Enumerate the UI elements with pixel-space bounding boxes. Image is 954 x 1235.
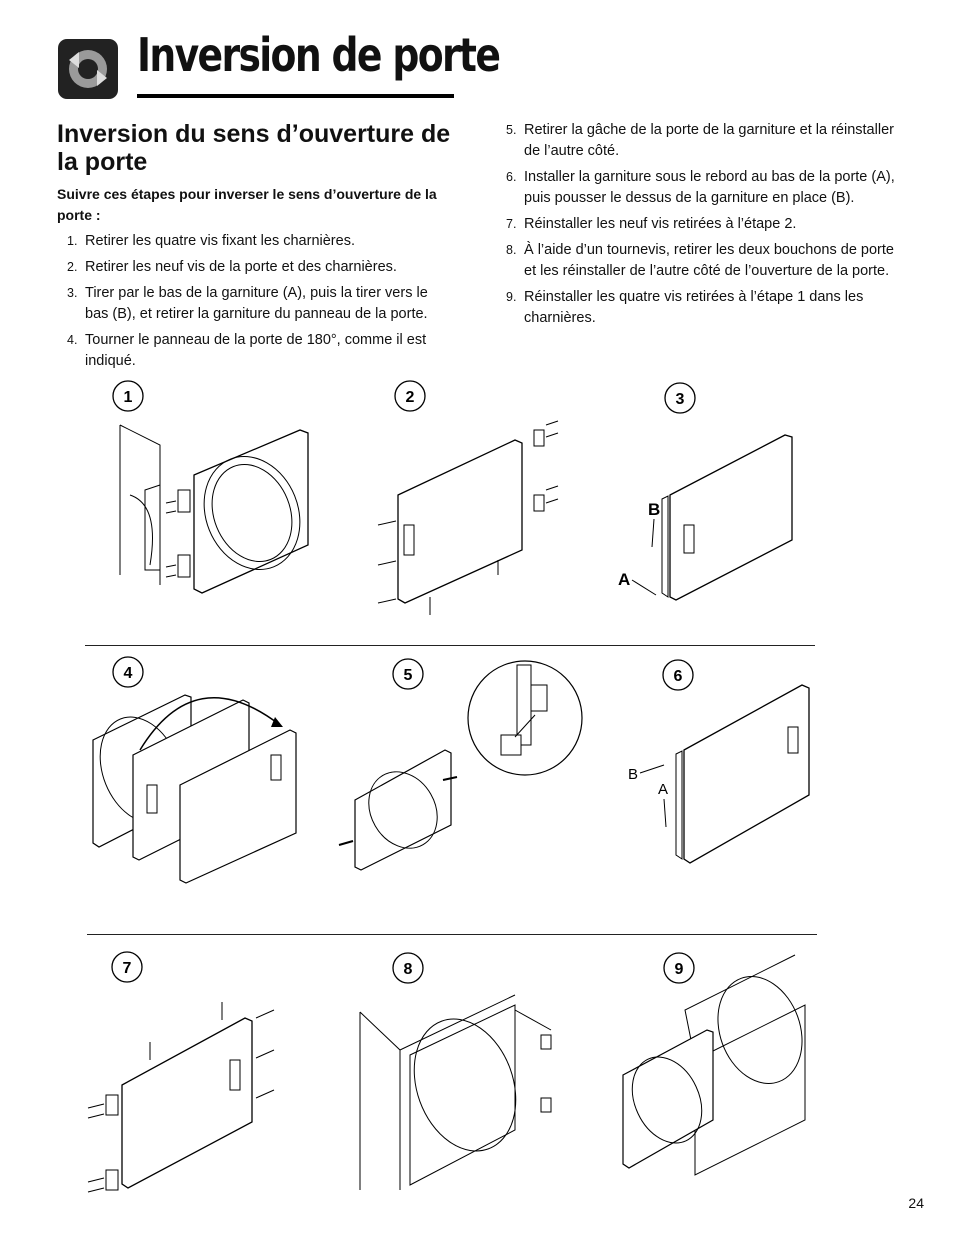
step-number: 4.	[67, 333, 78, 347]
step-number: 5.	[506, 123, 517, 137]
figure-number: 8	[403, 961, 413, 978]
steps-list-left	[57, 231, 447, 377]
figure-step-8	[355, 950, 565, 1195]
figure-number: 7	[122, 960, 132, 977]
figure-number: 4	[123, 665, 133, 682]
label-b: B	[648, 500, 661, 519]
figure-number: 1	[123, 389, 133, 406]
step-number: 9.	[506, 290, 517, 304]
step-number: 6.	[506, 170, 517, 184]
step-text: À l’aide d’un tournevis, retirer les deux bouchons de porte et les réinstaller de l’autre côté de l’ouverture de la porte.	[524, 242, 894, 279]
step-item	[57, 257, 447, 278]
reversible-door-arrows-icon	[57, 38, 119, 100]
section-subtitle: Inversion du sens d’ouverture de la porte	[57, 120, 451, 176]
figure-step-1	[90, 375, 330, 605]
step-item	[496, 167, 901, 209]
step-text: Réinstaller les neuf vis retirées à l’étape 2.	[524, 216, 797, 232]
figure-step-7	[80, 950, 290, 1200]
step-text: Installer la garniture sous le rebord au bas de la porte (A), puis pousser le dessus de la garniture en place (B).	[524, 169, 895, 206]
step-number: 3.	[67, 286, 78, 300]
page-number: 24	[908, 1195, 924, 1211]
step-text: Réinstaller les quatre vis retirées à l’étape 1 dans les charnières.	[524, 289, 864, 326]
step-text: Tirer par le bas de la garniture (A), puis la tirer vers le bas (B), et retirer la garniture du panneau de la porte.	[85, 285, 428, 322]
figure-step-4	[85, 655, 315, 890]
figure-number: 2	[405, 389, 415, 406]
step-item	[496, 240, 901, 282]
step-item	[57, 231, 447, 252]
page-title: Inversion de porte	[137, 28, 500, 82]
step-number: 1.	[67, 234, 78, 248]
step-item	[496, 214, 901, 235]
label-a: A	[618, 570, 631, 589]
figure-step-6	[620, 655, 820, 870]
figure-step-2	[370, 375, 580, 625]
figure-number: 5	[403, 667, 413, 684]
figure-row-divider	[87, 934, 817, 935]
step-text: Retirer les quatre vis fixant les charnières.	[85, 233, 355, 249]
steps-list-right	[496, 120, 901, 334]
label-a: A	[658, 781, 669, 798]
figure-step-3	[610, 375, 810, 610]
figure-step-5	[335, 655, 595, 880]
title-underline	[137, 94, 454, 98]
step-number: 7.	[506, 217, 517, 231]
section-intro: Suivre ces étapes pour inverser le sens d’ouverture de la porte :	[57, 186, 437, 223]
step-text: Tourner le panneau de la porte de 180°, comme il est indiqué.	[85, 332, 427, 369]
step-item	[57, 330, 447, 372]
step-item	[496, 287, 901, 329]
step-text: Retirer les neuf vis de la porte et des charnières.	[85, 259, 397, 275]
step-item	[57, 283, 447, 325]
step-item	[496, 120, 901, 162]
figure-step-9	[615, 950, 815, 1180]
label-b: B	[628, 766, 639, 783]
figure-row-divider	[85, 645, 815, 646]
figure-number: 6	[673, 668, 683, 685]
figure-number: 9	[674, 961, 684, 978]
step-number: 8.	[506, 243, 517, 257]
figure-number: 3	[675, 391, 685, 408]
step-number: 2.	[67, 260, 78, 274]
step-text: Retirer la gâche de la porte de la garniture et la réinstaller de l’autre côté.	[524, 122, 894, 159]
